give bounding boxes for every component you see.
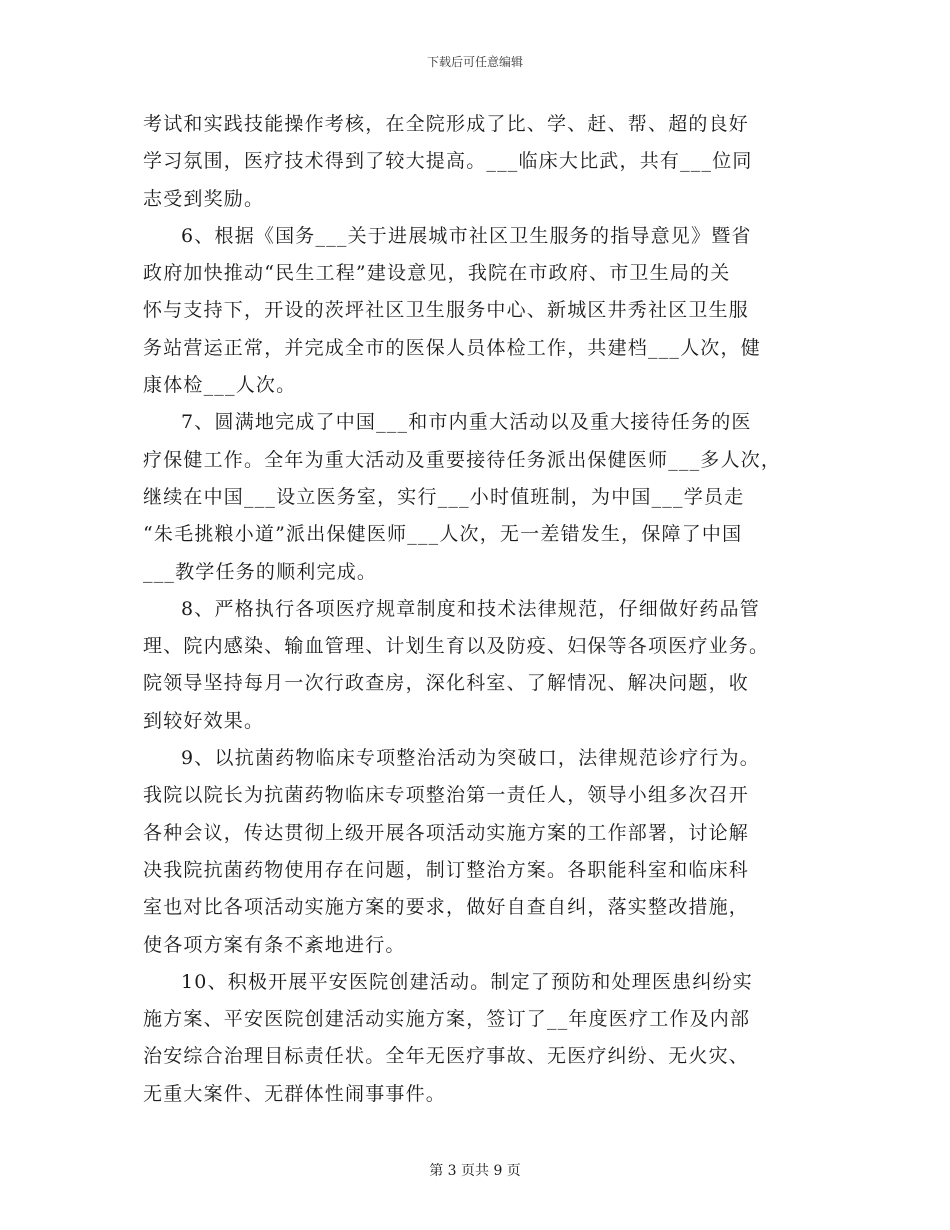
paragraph-first-line: 10、积极开展平安医院创建活动。制定了预防和处理医患纠纷实: [181, 970, 753, 993]
paragraph-first-line: 6、根据《国务___关于进展城市社区卫生服务的指导意见》暨省: [181, 224, 752, 247]
text-line: “朱毛挑粮小道”派出保健医师___人次，无一差错发生，保障了中国: [143, 523, 743, 546]
text-line: 政府加快推动“民生工程”建设意见，我院在市政府、市卫生局的关: [143, 262, 731, 285]
text-line: 治安综合治理目标责任状。全年无医疗事故、无医疗纠纷、无火灾、: [143, 1045, 750, 1068]
text-line: 理、院内感染、输血管理、计划生育以及防疫、妇保等各项医疗业务。: [143, 635, 770, 658]
text-line: 怀与支持下，开设的茨坪社区卫生服务中心、新城区井秀社区卫生服: [143, 299, 750, 322]
text-line: 我院以院长为抗菌药物临床专项整治第一责任人，领导小组多次召开: [143, 784, 750, 807]
text-line: 继续在中国___设立医务室，实行___小时值班制，为中国___学员走: [143, 485, 745, 508]
text-line: 决我院抗菌药物使用存在问题，制订整治方案。各职能科室和临床科: [143, 858, 750, 881]
document-body: [143, 106, 813, 1113]
text-line: 务站营运正常，并完成全市的医保人员体检工作，共建档___人次，健: [143, 336, 761, 359]
text-line: 各种会议，传达贯彻上级开展各项活动实施方案的工作部署，讨论解: [143, 821, 750, 844]
paragraph-first-line: 9、以抗菌药物临床专项整治活动为突破口，法律规范诊疗行为。: [181, 747, 760, 770]
text-line: 康体检___人次。: [143, 374, 297, 397]
paragraph-first-line: 7、圆满地完成了中国___和市内重大活动以及重大接待任务的医: [181, 411, 752, 434]
text-line: ___教学任务的顺利完成。: [143, 560, 378, 583]
text-line: 学习氛围，医疗技术得到了较大提高。___临床大比武，共有___位同: [143, 150, 753, 173]
text-line: 疗保健工作。全年为重大活动及重要接待任务派出保健医师___多人次，: [143, 448, 782, 471]
text-line: 使各项方案有条不紊地进行。: [143, 933, 406, 956]
page-footer: 第 3 页共 9 页: [429, 1163, 521, 1179]
text-line: 室也对比各项活动实施方案的要求，做好自查自纠，落实整改措施，: [143, 896, 750, 919]
text-line: 志受到奖励。: [143, 187, 265, 210]
text-line: 院领导坚持每月一次行政查房，深化科室、了解情况、解决问题，收: [143, 672, 750, 695]
text-line: 考试和实践技能操作考核，在全院形成了比、学、赶、帮、超的良好: [143, 113, 750, 135]
text-line: 施方案、平安医院创建活动实施方案，签订了__年度医疗工作及内部: [143, 1008, 751, 1031]
text-line: 到较好效果。: [143, 709, 265, 732]
text-line: 无重大案件、无群体性闹事事件。: [143, 1082, 447, 1105]
page-header: 下载后可任意编辑: [426, 55, 523, 69]
paragraph-first-line: 8、严格执行各项医疗规章制度和技术法律规范，仔细做好药品管: [181, 597, 760, 620]
